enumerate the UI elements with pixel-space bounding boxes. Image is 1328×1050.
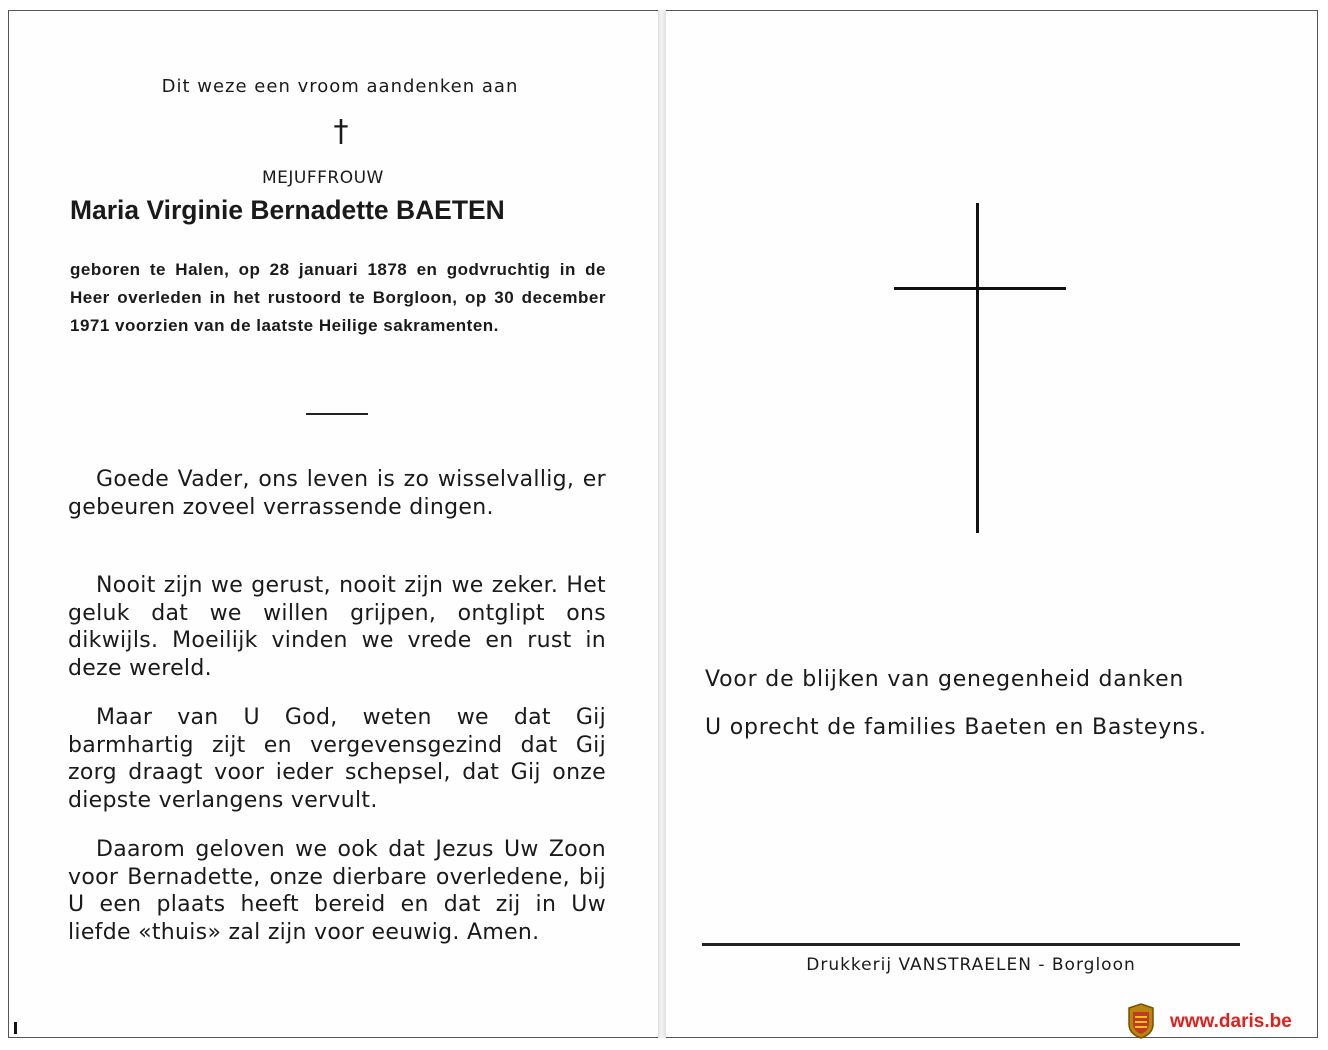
thanks-line-2: U oprecht de families Baeten en Basteyns. xyxy=(705,715,1207,740)
biography-text: geboren te Halen, op 28 januari 1878 en godvruchtig in de Heer overleden in het rustoord te Borgloon, op 30 december 1971 voorzien van de laatste Heilige sakramenten. xyxy=(70,260,606,335)
printer-credit: Drukkerij VANSTRAELEN - Borgloon xyxy=(806,955,1136,975)
divider xyxy=(306,413,368,415)
thanks-text xyxy=(705,656,1245,752)
edge-mark xyxy=(14,1022,17,1034)
large-cross-icon xyxy=(976,203,979,533)
footer-rule xyxy=(702,943,1240,946)
prayer-paragraph: Goede Vader, ons leven is zo wisselvallig, er gebeuren zoveel verrassende dingen. xyxy=(68,467,606,520)
large-cross-bar xyxy=(894,287,1066,290)
thanks-line-1: Voor de blijken van genegenheid danken xyxy=(705,667,1185,692)
watermark xyxy=(1126,1002,1326,1042)
small-cross-icon: † xyxy=(333,114,349,149)
prayer-paragraph: Nooit zijn we gerust, nooit zijn we zeker. Het geluk dat we willen grijpen, ontglipt ons dikwijls. Moeilijk vinden we vrede en rust in deze wereld. xyxy=(68,573,606,681)
prayer-paragraph: Maar van U God, weten we dat Gij barmhartig zijt en vergevensgezind dat Gij zorg draagt voor ieder schepsel, dat Gij onze diepste verlangens vervult. xyxy=(68,705,606,813)
title-label: MEJUFFROUW xyxy=(262,168,384,188)
deceased-name: Maria Virginie Bernadette BAETEN xyxy=(70,195,505,225)
card-fold xyxy=(658,10,666,1038)
crest-icon xyxy=(1126,1002,1156,1040)
prayer-paragraph: Daarom geloven we ook dat Jezus Uw Zoon voor Bernadette, onze dierbare overledene, bij U een plaats heeft bereid en dat zij in Uw liefde «thuis» zal zijn voor eeuwig. Amen. xyxy=(68,837,606,945)
watermark-url[interactable]: www.daris.be xyxy=(1170,1011,1292,1032)
intro-text: Dit weze een vroom aandenken aan xyxy=(161,76,519,97)
